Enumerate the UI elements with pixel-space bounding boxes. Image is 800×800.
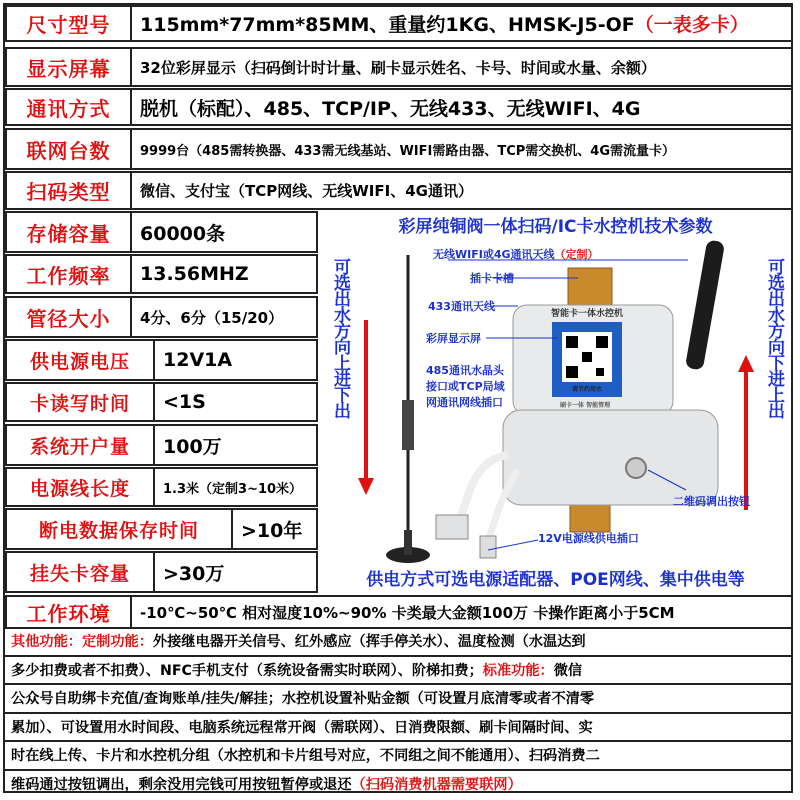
- callout-wifi-antenna: 无线WIFI或4G通讯天线（定制）: [433, 248, 599, 261]
- notes-line-6: 维码通过按钮调出，剩余没用完钱可用按钮暂停或退还（扫码消费机器需要联网）: [11, 776, 522, 793]
- qr-button: [626, 458, 646, 478]
- spec-label-environment: 工作环境: [5, 595, 132, 629]
- rj45-plug: [436, 515, 468, 539]
- spec-label-size: 尺寸型号: [5, 5, 132, 42]
- spec-value-readtime: <1S: [153, 382, 318, 422]
- spec-value-pipe: 4分、6分（15/20）: [130, 296, 318, 338]
- other-functions: [5, 628, 793, 799]
- callout-rs485-1: 485通讯水晶头: [426, 364, 504, 377]
- spec-value-display: 32位彩屏显示（扫码倒计时计量、刷卡显示姓名、卡号、时间或水量、余额）: [130, 47, 793, 87]
- inlet-direction-right: 可选出水方向下进上出: [764, 258, 784, 418]
- spec-label-retention: 断电数据保存时间: [5, 508, 233, 550]
- spec-value-network: 9999台（485需转换器、433需无线基站、WIFI需路由器、TCP需交换机、4G需流量卡）: [130, 128, 793, 170]
- notes-line-3: 公众号自助绑卡充值/查询账单/挂失/解挂；水控机设置补贴金额（可设置月底清零或者不清零: [5, 685, 793, 714]
- callout-screen: 彩屏显示屏: [426, 332, 481, 345]
- right-arrow-head: [738, 355, 754, 372]
- qr-caption: 请节约用水: [572, 386, 603, 393]
- spec-label-network: 联网台数: [5, 128, 132, 170]
- spec-value-comm: 脱机（标配）、485、TCP/IP、无线433、无线WIFI、4G: [130, 88, 793, 126]
- spec-value-environment: -10℃~50℃ 相对湿度10%~90% 卡类最大金额100万 卡操作距离小于5CM: [130, 595, 793, 629]
- spec-value-accounts: 100万: [153, 424, 318, 466]
- spec-label-voltage: 供电源电压: [5, 339, 155, 381]
- spec-value-lostcard: >30万: [153, 551, 318, 593]
- antenna-coil: [402, 400, 414, 450]
- notes-line-4: 累加）、可设置用水时间段、电脑系统远程常开阀（需联网）、日消费限额、刷卡间隔时间、实: [5, 714, 793, 743]
- spec-label-cable: 电源线长度: [5, 467, 155, 507]
- callout-qr-button: 二维码调出按钮: [673, 495, 750, 508]
- inlet-valve: [568, 268, 612, 308]
- device-sub-label: 刷卡一体 智能管理: [560, 402, 611, 409]
- panel-title: 彩屏纯铜阀一体扫码/IC卡水控机技术参数: [398, 217, 713, 237]
- callout-rs485-2: 接口或TCP局域: [426, 380, 505, 393]
- spec-label-lostcard: 挂失卡容量: [5, 551, 155, 593]
- spec-label-readtime: 卡读写时间: [5, 382, 155, 422]
- left-arrow-head: [358, 478, 374, 495]
- device-lower-body: [503, 410, 718, 505]
- spec-value-size: [130, 5, 793, 42]
- device-label: 智能卡一体水控机: [551, 309, 624, 319]
- notes-line-2: 多少扣费或者不扣费）、NFC手机支付（系统设备需实时联网）、阶梯扣费；标准功能：微信: [5, 657, 793, 686]
- inlet-direction-left: 可选出水方向上进下出: [330, 258, 350, 418]
- spec-value-frequency: 13.56MHZ: [130, 254, 318, 294]
- spec-label-display: 显示屏幕: [5, 47, 132, 87]
- spec-value-storage: 60000条: [130, 211, 318, 253]
- spec-value-voltage: 12V1A: [153, 339, 318, 381]
- spec-value-size-note: （一表多卡）: [634, 14, 749, 36]
- spec-value-size-text: 115mm*77mm*85MM、重量约1KG、HMSK-J5-OF: [140, 14, 635, 36]
- dc-plug: [480, 536, 496, 558]
- spec-label-comm: 通讯方式: [5, 88, 132, 126]
- power-options-footer: 供电方式可选电源适配器、POE网线、集中供电等: [366, 570, 745, 590]
- spec-label-storage: 存储容量: [5, 211, 132, 253]
- callout-rs485-3: 网通讯网线插口: [426, 396, 503, 409]
- spec-label-pipe: 管径大小: [5, 296, 132, 338]
- spec-label-frequency: 工作频率: [5, 254, 132, 294]
- spec-label-accounts: 系统开户量: [5, 424, 155, 466]
- spec-value-cable: 1.3米（定制3~10米）: [153, 467, 318, 507]
- notes-line-1: 其他功能：定制功能：外接继电器开关信号、红外感应（挥手停关水）、温度检测（水温达到: [5, 628, 793, 657]
- product-panel: [318, 210, 793, 594]
- wifi-antenna: [685, 239, 725, 370]
- spec-value-scan: 微信、支付宝（TCP网线、无线WIFI、4G通讯）: [130, 171, 793, 210]
- spec-value-retention: >10年: [231, 508, 318, 550]
- notes-line-5: 时在线上传、卡片和水控机分组（水控机和卡片组号对应，不同组之间不能通用）、扫码消费二: [5, 742, 793, 771]
- callout-power-port: 12V电源线供电插口: [538, 532, 639, 545]
- callout-card-slot: 插卡卡槽: [470, 272, 514, 285]
- spec-label-scan: 扫码类型: [5, 171, 132, 210]
- callout-433-antenna: 433通讯天线: [428, 300, 495, 313]
